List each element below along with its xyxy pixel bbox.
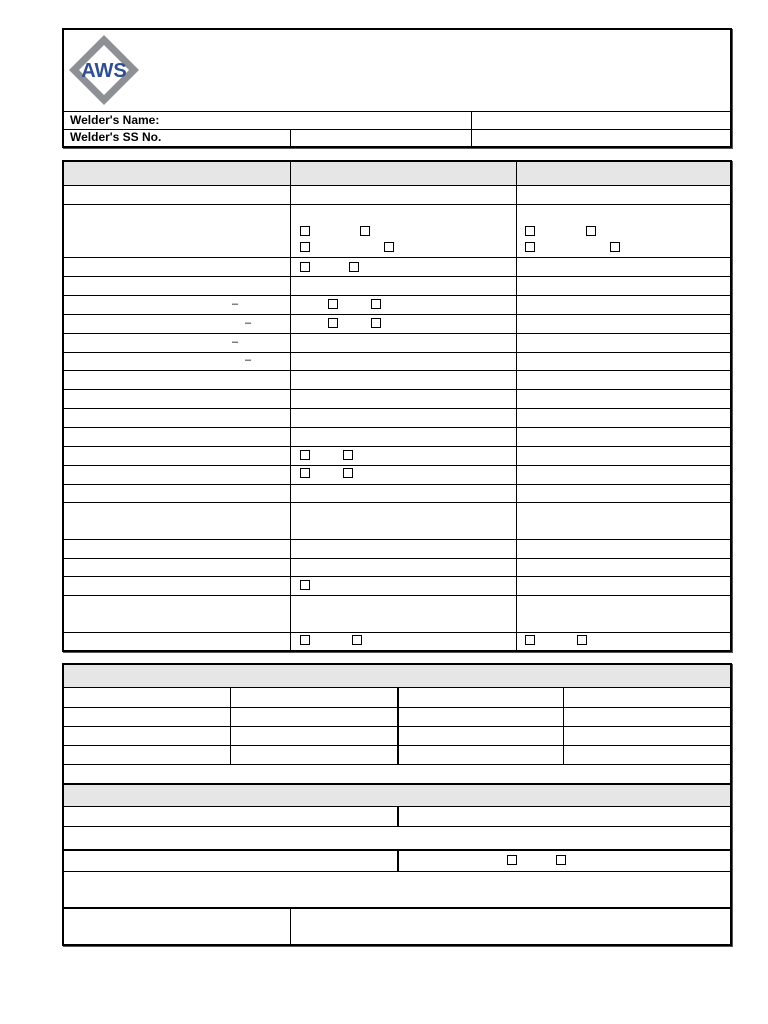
checkbox[interactable] <box>371 299 381 309</box>
row-line <box>64 185 730 186</box>
range-dash: – <box>245 317 252 329</box>
row-line <box>64 826 730 827</box>
row-line <box>64 576 730 577</box>
checkbox[interactable] <box>300 242 310 252</box>
row-line <box>64 257 730 258</box>
checkbox[interactable] <box>300 580 310 590</box>
row-line <box>64 764 730 765</box>
row-line <box>64 502 730 503</box>
range-dash: – <box>245 354 252 366</box>
results-header-shade <box>64 665 730 687</box>
checkbox[interactable] <box>525 226 535 236</box>
row-line <box>64 484 730 485</box>
col-divider <box>397 687 399 764</box>
checkbox[interactable] <box>300 226 310 236</box>
col-divider <box>563 687 564 764</box>
checkbox[interactable] <box>349 262 359 272</box>
aws-diamond-icon <box>66 32 142 108</box>
checkbox[interactable] <box>343 450 353 460</box>
variables-table <box>62 160 732 652</box>
checkbox[interactable] <box>328 318 338 328</box>
welder-name-field[interactable] <box>184 112 469 128</box>
header-col-divider <box>290 129 291 146</box>
section-header-shade <box>64 785 730 806</box>
row-line <box>64 558 730 559</box>
table-header-shade <box>64 162 730 185</box>
welder-date-field[interactable] <box>473 130 729 145</box>
row-line <box>64 446 730 447</box>
header-col-divider <box>471 111 472 146</box>
row-line <box>64 295 730 296</box>
checkbox[interactable] <box>507 855 517 865</box>
row-line <box>64 352 730 353</box>
checkbox[interactable] <box>577 635 587 645</box>
checkbox[interactable] <box>300 468 310 478</box>
welder-ss-field[interactable] <box>292 130 470 145</box>
row-line <box>64 632 730 633</box>
row-line <box>64 427 730 428</box>
checkbox[interactable] <box>352 635 362 645</box>
welder-id-field[interactable] <box>473 112 729 128</box>
col-divider <box>397 806 399 826</box>
checkbox[interactable] <box>300 450 310 460</box>
checkbox[interactable] <box>586 226 596 236</box>
row-line <box>64 595 730 596</box>
row-line <box>64 907 730 909</box>
checkbox[interactable] <box>300 635 310 645</box>
row-line <box>64 408 730 409</box>
row-line <box>64 314 730 315</box>
results-table <box>62 663 732 946</box>
checkbox[interactable] <box>525 242 535 252</box>
welder-ss-label: Welder's SS No. <box>70 130 162 144</box>
col-divider <box>290 909 291 944</box>
checkbox[interactable] <box>371 318 381 328</box>
checkbox[interactable] <box>328 299 338 309</box>
welder-name-label: Welder's Name: <box>70 113 160 127</box>
col-divider <box>230 687 231 764</box>
aws-logo <box>66 32 142 108</box>
range-dash: – <box>232 298 239 310</box>
row-line <box>64 539 730 540</box>
checkbox[interactable] <box>525 635 535 645</box>
checkbox[interactable] <box>360 226 370 236</box>
range-dash: – <box>232 336 239 348</box>
row-line <box>64 276 730 277</box>
header-block <box>62 28 732 148</box>
checkbox[interactable] <box>556 855 566 865</box>
aws-logo-text: AWS <box>81 60 127 82</box>
row-line <box>64 370 730 371</box>
checkbox[interactable] <box>300 262 310 272</box>
row-line <box>64 204 730 205</box>
checkbox[interactable] <box>343 468 353 478</box>
row-line <box>64 333 730 334</box>
checkbox[interactable] <box>610 242 620 252</box>
col-divider <box>397 851 399 871</box>
row-line <box>64 871 730 872</box>
row-line <box>64 389 730 390</box>
row-line <box>64 465 730 466</box>
checkbox[interactable] <box>384 242 394 252</box>
